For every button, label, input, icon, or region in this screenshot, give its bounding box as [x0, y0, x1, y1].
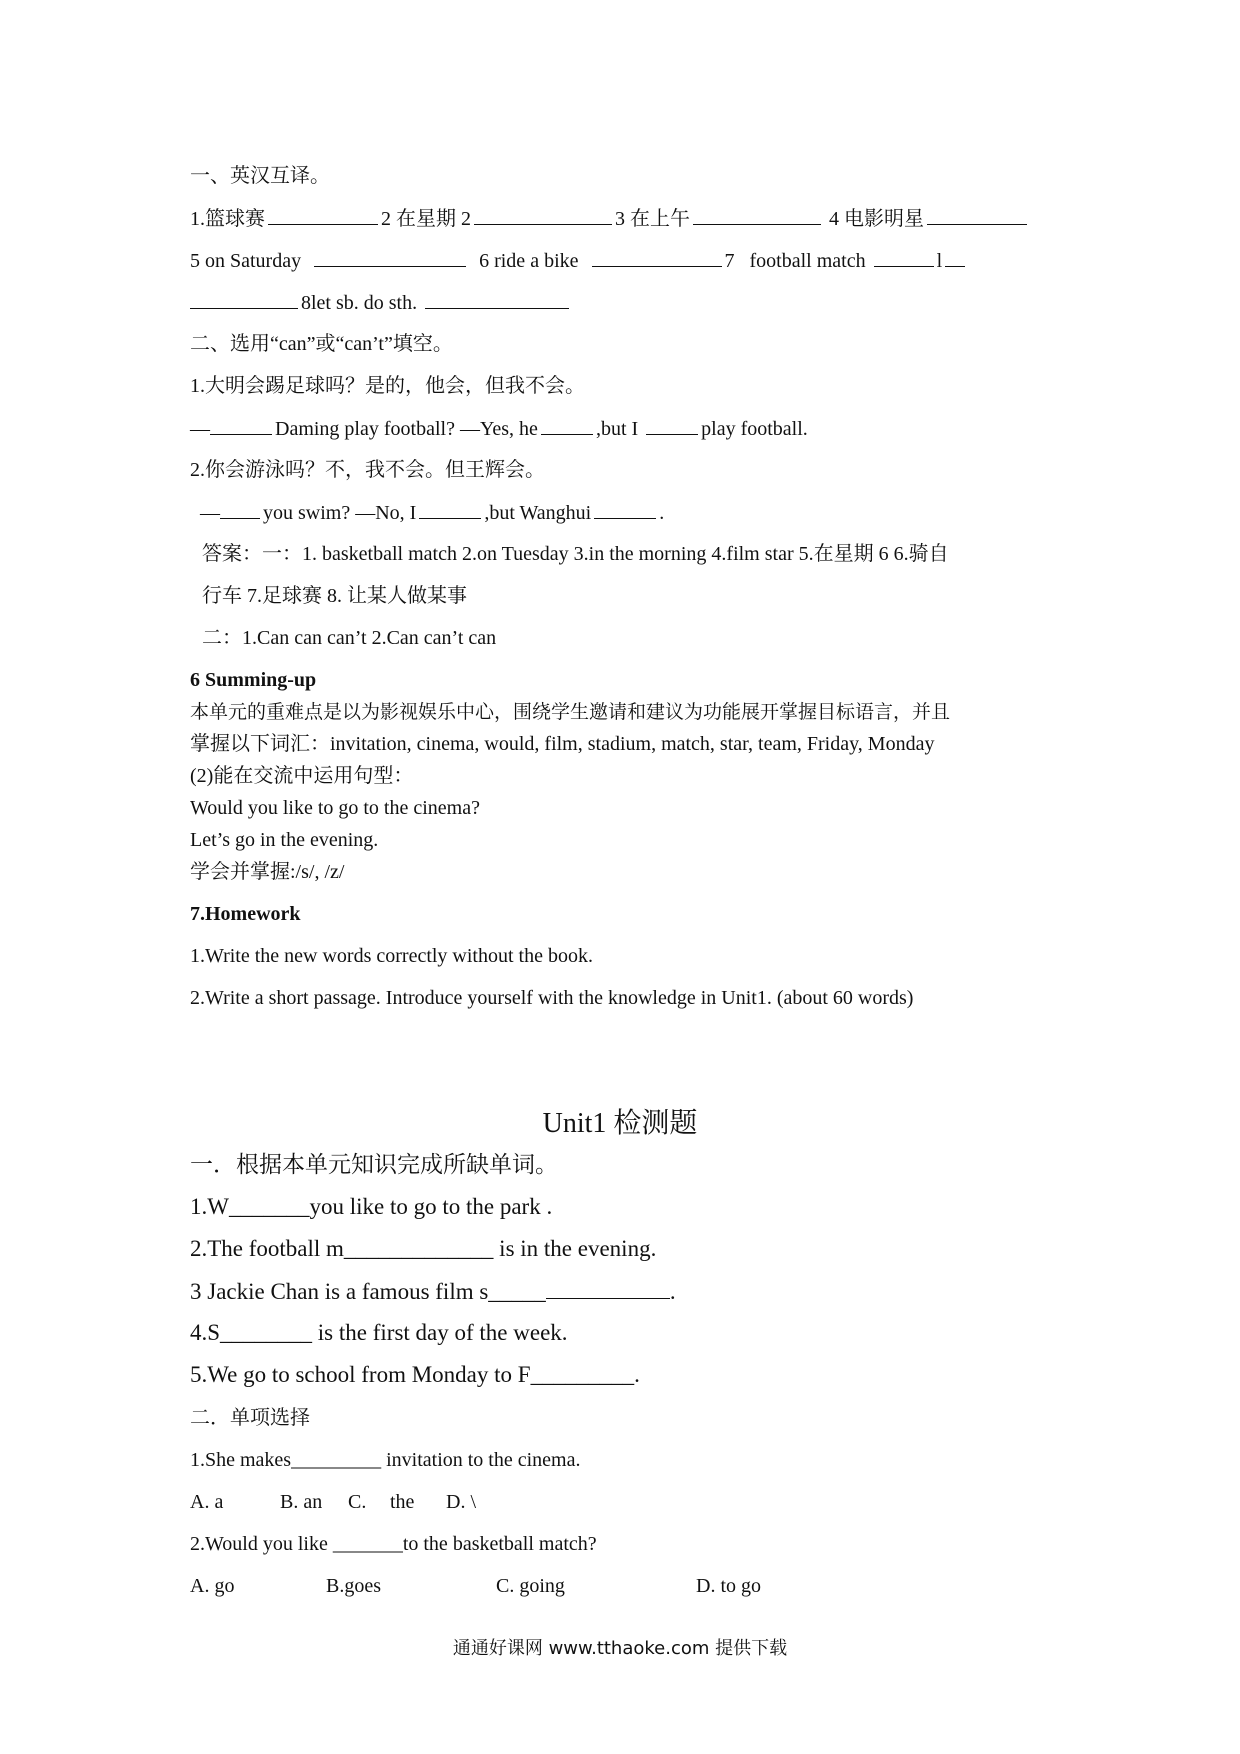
answer-blank [190, 288, 298, 309]
summing-up-paragraph-1: 本单元的重难点是以为影视娱乐中心，围绕学生邀请和建议为功能展开掌握目标语言，并且 [190, 701, 951, 723]
answer-blank [419, 498, 481, 519]
answer-blank [693, 204, 821, 225]
answer-blank [874, 246, 934, 267]
section2-title: 二、选用“can”或“can’t”填空。 [190, 333, 453, 355]
test-word-3 [190, 1276, 1070, 1307]
test-word-1: 1.W_______you like to go to the park . [190, 1194, 553, 1219]
item-4: 4 电影明星 [829, 208, 924, 230]
page-footer: 通通好课网 www.tthaoke.com 提供下载 [452, 1638, 788, 1659]
exercise-row-3 [190, 288, 1070, 317]
answer-blank [474, 204, 612, 225]
item-6: 6 ride a bike [479, 250, 579, 272]
question-2-part-c: . [659, 502, 665, 524]
exercise-row-2 [190, 246, 1070, 275]
homework-item-1: 1.Write the new words correctly without the book. [190, 945, 593, 967]
exercise-row-1 [190, 204, 1070, 233]
answer-blank [314, 246, 466, 267]
option-a: A. a [190, 1491, 224, 1513]
question-1-chinese: 1.大明会踢足球吗？是的，他会，但我不会。 [190, 375, 585, 397]
item-3: 3 在上午 [615, 208, 690, 230]
dash: — [200, 502, 220, 524]
test-word-5: 5.We go to school from Monday to F_________. [190, 1362, 640, 1387]
answer-blank [425, 288, 569, 309]
answer-blank [268, 204, 378, 225]
test-word-2: 2.The football m_____________ is in the evening. [190, 1236, 657, 1261]
dash: — [190, 418, 210, 440]
question-1-part-b: ,but I [595, 418, 639, 440]
question-2-english [200, 498, 1070, 527]
option-d: D. \ [446, 1491, 476, 1513]
answer-blank [945, 246, 965, 267]
item-7: 7 [724, 250, 735, 272]
answer-key-1-cont: 行车 7.足球赛 8. 让某人做某事 [202, 585, 467, 607]
option-b: B.goes [326, 1575, 381, 1597]
answer-blank [541, 414, 593, 435]
summing-up-heading: 6 Summing-up [190, 669, 317, 691]
answer-blank [210, 414, 272, 435]
choice-question-2: 2.Would you like _______to the basketball match? [190, 1533, 597, 1555]
summing-up-paragraph-4: 学会并掌握:/s/, /z/ [190, 861, 345, 883]
summing-up-paragraph-2: 掌握以下词汇：invitation, cinema, would, film, stadium, match, star, team, Friday, Monday [190, 733, 935, 755]
answer-blank [546, 1276, 670, 1299]
option-c: C. [348, 1491, 367, 1513]
option-d: D. to go [696, 1575, 761, 1597]
summing-up-sentence-2: Let’s go in the evening. [190, 829, 379, 851]
answer-blank [220, 498, 260, 519]
item-1: 1.篮球赛 [190, 208, 265, 230]
section1-title: 一、英汉互译。 [190, 165, 330, 187]
test-word-4: 4.S________ is the first day of the week. [190, 1320, 568, 1345]
item-8: 8let sb. do sth. [301, 292, 418, 314]
answer-blank [594, 498, 656, 519]
question-2-chinese: 2.你会游泳吗？不，我不会。但王辉会。 [190, 459, 545, 481]
answer-key-1: 答案：一：1. basketball match 2.on Tuesday 3.in the morning 4.film star 5.在星期 6 6.骑自 [202, 543, 949, 565]
question-1-part-c: play football. [701, 418, 808, 440]
option-c-text: the [390, 1491, 415, 1513]
answer-blank [646, 414, 698, 435]
test-word-3-text: 3 Jackie Chan is a famous film s_____ [190, 1279, 546, 1304]
question-2-part-a: you swim? —No, I [263, 502, 417, 524]
question-1-part-a: Daming play football? —Yes, he [275, 418, 538, 440]
item-2: 2 在星期 2 [381, 208, 471, 230]
question-2-part-b: ,but Wanghui [484, 502, 592, 524]
option-b: B. an [280, 1491, 323, 1513]
option-c: C. going [496, 1575, 565, 1597]
test-word-3-end: . [669, 1279, 676, 1304]
test-section1-title: 一．根据本单元知识完成所缺单词。 [190, 1152, 558, 1177]
homework-item-2: 2.Write a short passage. Introduce yourself with the knowledge in Unit1. (about 60 words) [190, 987, 914, 1009]
summing-up-sentence-1: Would you like to go to the cinema? [190, 797, 480, 819]
question-1-english [190, 414, 1070, 443]
answer-blank [592, 246, 722, 267]
homework-heading: 7.Homework [190, 903, 301, 925]
item-7-tail: l [936, 250, 943, 272]
summing-up-paragraph-3: (2)能在交流中运用句型： [190, 765, 414, 787]
option-a: A. go [190, 1575, 235, 1597]
test-section2-title: 二．单项选择 [190, 1407, 310, 1429]
answer-key-2: 二：1.Can can can’t 2.Can can’t can [202, 627, 497, 649]
item-5: 5 on Saturday [190, 250, 302, 272]
choice-question-1: 1.She makes_________ invitation to the cinema. [190, 1449, 581, 1471]
test-title: Unit1 检测题 [542, 1108, 698, 1139]
answer-blank [927, 204, 1027, 225]
item-7-text: football match [749, 250, 866, 272]
